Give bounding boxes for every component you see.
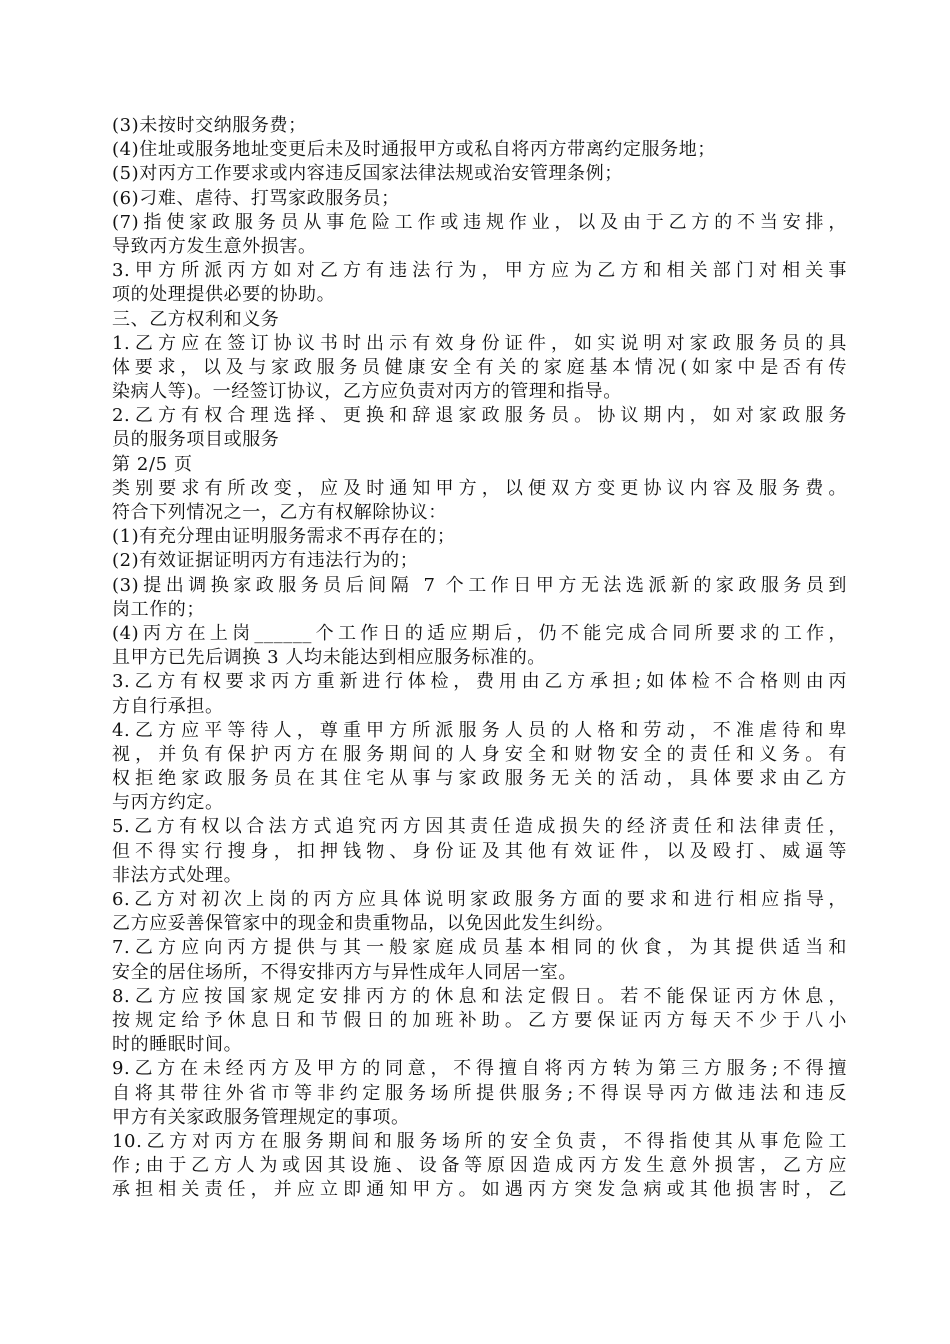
text-line: (2)有效证据证明丙方有违法行为的；	[112, 550, 419, 572]
text-line: (4)丙方在上岗______个工作日的适应期后，仍不能完成合同所要求的工作，	[112, 622, 847, 644]
text-line: 项的处理提供必要的协助。	[112, 284, 336, 306]
text-line: (1)有充分理由证明服务需求不再存在的；	[112, 526, 456, 548]
text-line: 非法方式处理。	[112, 864, 243, 886]
text-line: 但不得实行搜身，扣押钱物、身份证及其他有效证件，以及殴打、威逼等	[112, 840, 847, 862]
text-line: 且甲方已先后调换 3 人均未能达到相应服务标准的。	[112, 647, 546, 669]
text-line: 3.甲方所派丙方如对乙方有违法行为，甲方应为乙方和相关部门对相关事	[112, 260, 847, 282]
text-line: 方自行承担。	[112, 695, 224, 717]
text-line: 三、乙方权利和义务	[112, 308, 280, 330]
text-line: 承担相关责任，并应立即通知甲方。如遇丙方突发急病或其他损害时，乙	[112, 1179, 847, 1201]
text-line: 4.乙方应平等待人，尊重甲方所派服务人员的人格和劳动，不准虐待和卑	[112, 719, 847, 741]
text-line: 乙方应妥善保管家中的现金和贵重物品，以免因此发生纠纷。	[112, 913, 615, 935]
text-line: 员的服务项目或服务	[112, 429, 280, 451]
text-line: 类别要求有所改变，应及时通知甲方，以便双方变更协议内容及服务费。	[112, 477, 847, 499]
text-line: 10.乙方对丙方在服务期间和服务场所的安全负责，不得指使其从事危险工	[112, 1130, 847, 1152]
text-line: 第 2/5 页	[112, 453, 193, 475]
document-page	[112, 114, 847, 1202]
text-line: 视，并负有保护丙方在服务期间的人身安全和财物安全的责任和义务。有	[112, 743, 847, 765]
text-line: 时的睡眠时间。	[112, 1034, 243, 1056]
text-line: (4)住址或服务地址变更后未及时通报甲方或私自将丙方带离约定服务地；	[112, 139, 716, 161]
text-line: 权拒绝家政服务员在其住宅从事与家政服务无关的活动，具体要求由乙方	[112, 768, 847, 790]
text-line: 导致丙方发生意外损害。	[112, 235, 317, 257]
text-line: 与丙方约定。	[112, 792, 224, 814]
text-line: 甲方有关家政服务管理规定的事项。	[112, 1106, 410, 1128]
text-line: 岗工作的；	[112, 598, 205, 620]
text-line: 符合下列情况之一，乙方有权解除协议：	[112, 502, 447, 523]
text-line: 6.乙方对初次上岗的丙方应具体说明家政服务方面的要求和进行相应指导，	[112, 889, 847, 910]
text-line: 7.乙方应向丙方提供与其一般家庭成员基本相同的伙食，为其提供适当和	[112, 937, 847, 959]
text-line: 自将其带往外省市等非约定服务场所提供服务;不得误导丙方做违法和违反	[112, 1082, 847, 1104]
text-line: (7)指使家政服务员从事危险工作或违规作业，以及由于乙方的不当安排，	[112, 211, 847, 233]
text-line: (3)未按时交纳服务费；	[112, 115, 307, 136]
text-line: 9.乙方在未经丙方及甲方的同意，不得擅自将丙方转为第三方服务;不得擅	[112, 1058, 847, 1080]
text-line: (6)刁难、虐待、打骂家政服务员；	[112, 187, 400, 209]
text-line: 3.乙方有权要求丙方重新进行体检，费用由乙方承担;如体检不合格则由丙	[112, 671, 847, 693]
text-line: 1.乙方应在签订协议书时出示有效身份证件，如实说明对家政服务员的具	[112, 332, 847, 354]
text-line: 作;由于乙方人为或因其设施、设备等原因造成丙方发生意外损害，乙方应	[112, 1155, 847, 1177]
text-line: (3)提出调换家政服务员后间隔 7 个工作日甲方无法选派新的家政服务员到	[112, 574, 847, 596]
text-line: 安全的居住场所，不得安排丙方与异性成年人同居一室。	[112, 961, 577, 983]
text-line: (5)对丙方工作要求或内容违反国家法律法规或治安管理条例；	[112, 163, 623, 185]
text-line: 染病人等)。一经签订协议，乙方应负责对丙方的管理和指导。	[112, 381, 622, 403]
text-line: 按规定给予休息日和节假日的加班补助。乙方要保证丙方每天不少于八小	[112, 1009, 847, 1031]
text-line: 8.乙方应按国家规定安排丙方的休息和法定假日。若不能保证丙方休息，	[112, 985, 847, 1007]
text-line: 体要求，以及与家政服务员健康安全有关的家庭基本情况(如家中是否有传	[112, 356, 847, 378]
text-line: 2.乙方有权合理选择、更换和辞退家政服务员。协议期内，如对家政服务	[112, 405, 847, 427]
text-line: 5.乙方有权以合法方式追究丙方因其责任造成损失的经济责任和法律责任，	[112, 816, 847, 838]
